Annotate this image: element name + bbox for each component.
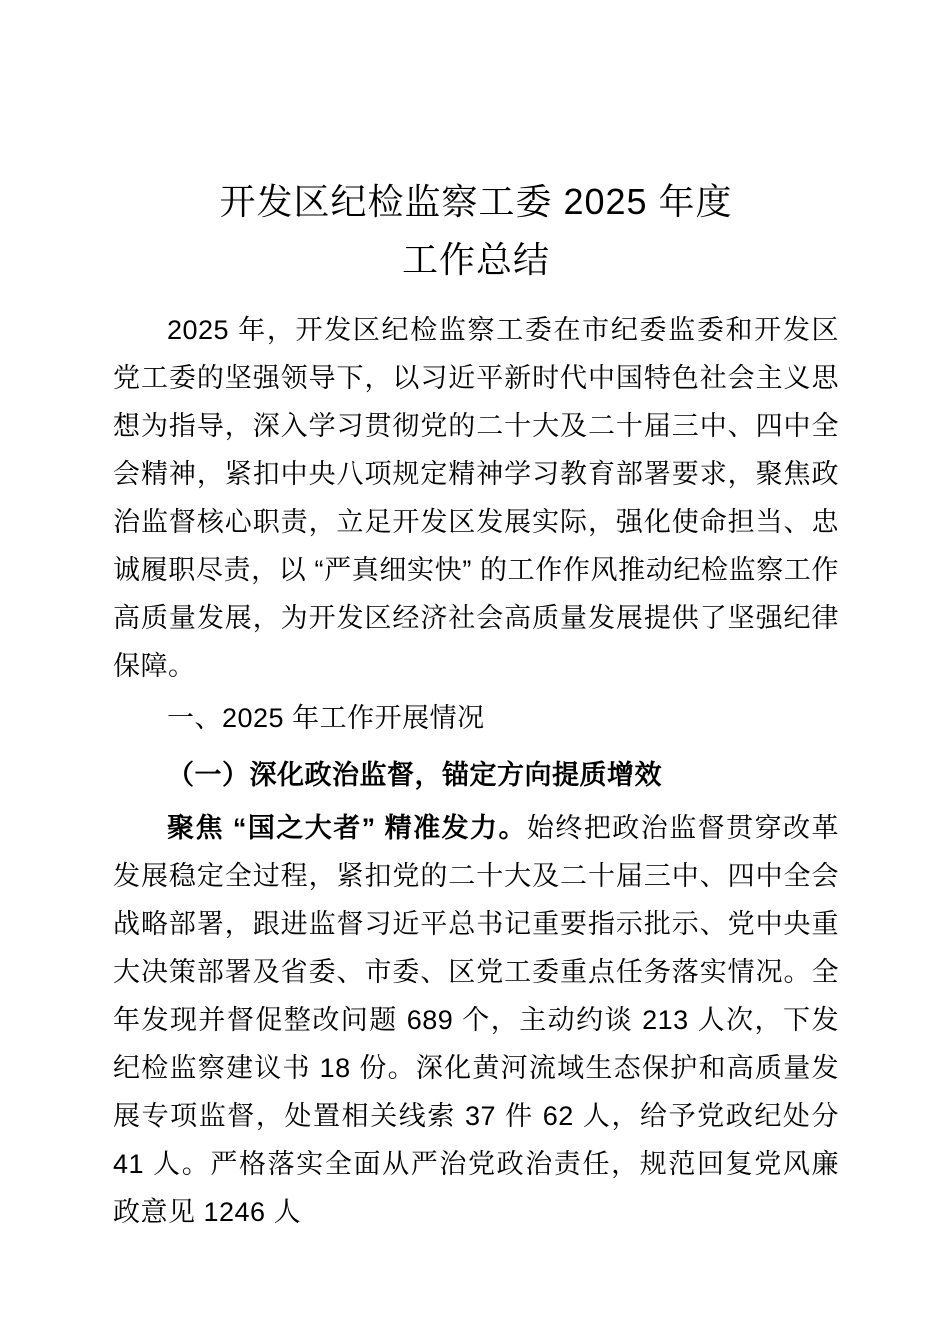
title-line-2: 工作总结 <box>401 239 550 280</box>
subsection-1-heading: （一）深化政治监督，锚定方向提质增效 <box>167 760 662 790</box>
focus-paragraph-lead: 聚焦 “国之大者” 精准发力。 <box>167 813 527 843</box>
intro-paragraph: 2025 年，开发区纪检监察工委在市纪委监委和开发区党工委的坚强领导下，以习近平新时代中国特色社会主义思想为指导，深入学习贯彻党的二十大及二十届三中、四中全会精神，紧扣中央八项规定精神学习教育部署要求，聚焦政治监督核心职责，立足开发区发展实际，强化使命担当、忠诚履职尽责，以 “严真细实快” 的工作作风推动纪检监察工作高质量发展，为开发区经济社会高质量发展提供了坚强纪律保障。 <box>113 315 839 681</box>
document-title <box>113 173 839 289</box>
focus-paragraph-text: 始终把政治监督贯穿改革发展稳定全过程，紧扣党的二十大及二十届三中、四中全会战略部署，跟进监督习近平总书记重要指示批示、党中央重大决策部署及省委、市委、区党工委重点任务落实情况。全年发现并督促整改问题 689 个，主动约谈 213 人次，下发纪检监察建议书 18 份。深化黄河流域生态保护和高质量发展专项监督，处置相关线索 37 件 62 人，给予党政纪处分 41 人。严格落实全面从严治党政治责任，规范回复党风廉政意见 1246 人 <box>113 813 839 1227</box>
focus-paragraph <box>113 804 839 1236</box>
section-1-heading: 一、2025 年工作开展情况 <box>167 703 485 733</box>
title-line-1: 开发区纪检监察工委 2025 年度 <box>219 181 733 222</box>
